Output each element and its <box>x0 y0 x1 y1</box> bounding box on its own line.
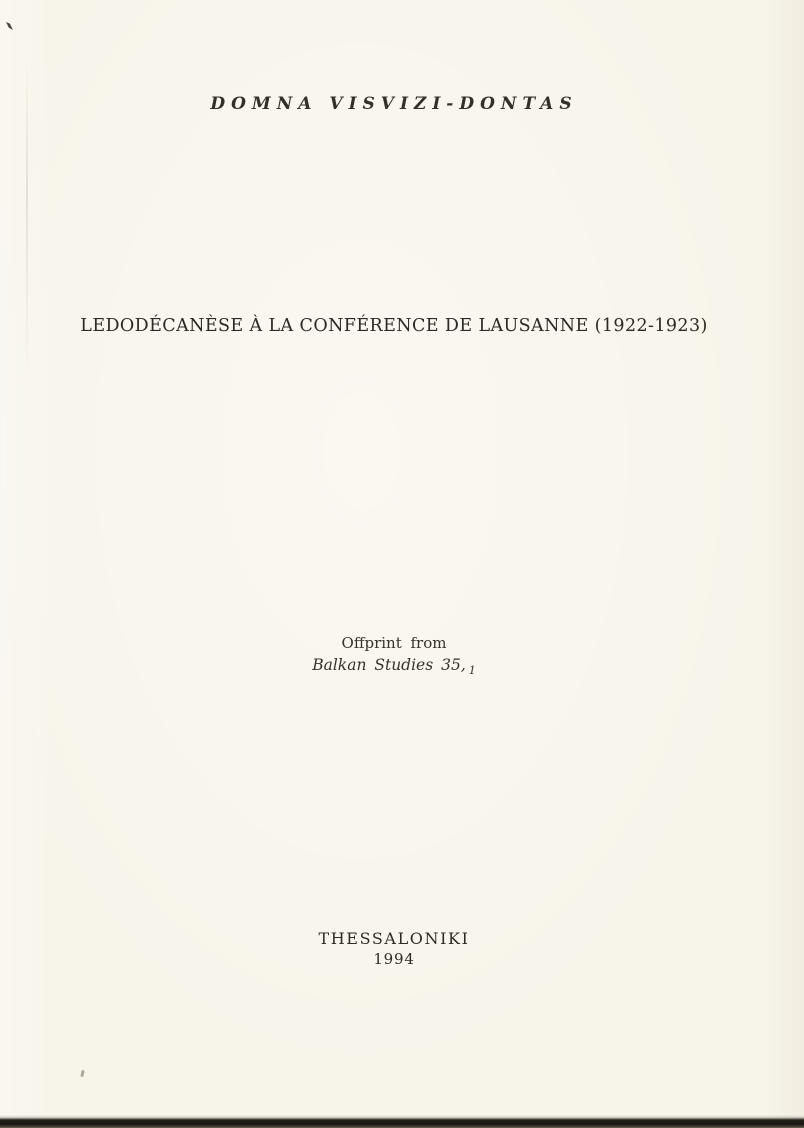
offprint-source-label: Offprint from <box>341 634 447 652</box>
journal-title-volume: Balkan Studies 35, <box>312 656 466 674</box>
imprint-city: THESSALONIKI <box>318 929 470 948</box>
journal-reference <box>0 656 788 677</box>
author-name: DOMNA VISVIZI-DONTAS <box>210 94 578 114</box>
imprint-year: 1994 <box>373 950 415 968</box>
scan-edge-shadow <box>0 1115 804 1128</box>
journal-issue-number: 1 <box>468 664 476 677</box>
document-title: LEDODÉCANÈSE À LA CONFÉRENCE DE LAUSANNE (1922-1923) <box>80 316 708 336</box>
